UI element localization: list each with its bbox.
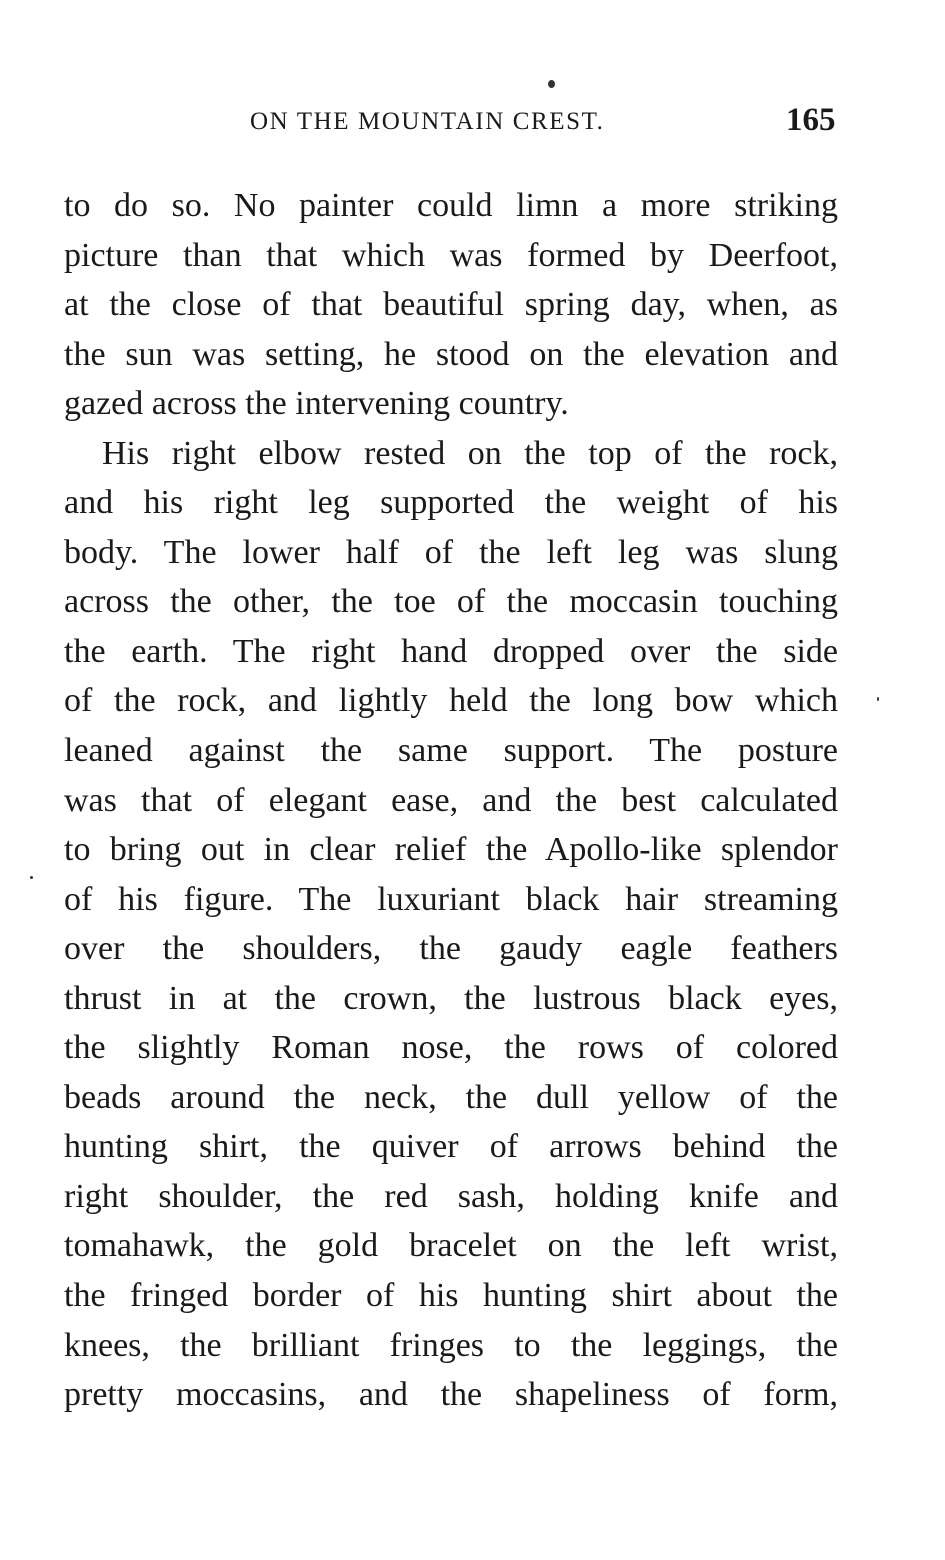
body-text — [64, 181, 838, 1420]
text-line: knees, the brilliant fringes to the leggings, the — [64, 1326, 838, 1364]
text-line: tomahawk, the gold bracelet on the left wrist, — [64, 1227, 838, 1265]
text-line: the slightly Roman nose, the rows of colored — [64, 1029, 838, 1067]
text-line: across the other, the toe of the moccasin touching — [64, 583, 838, 621]
text-line: His right elbow rested on the top of the rock, — [102, 434, 838, 472]
text-line: at the close of that beautiful spring day, when, as — [64, 286, 838, 324]
text-line: the sun was setting, he stood on the elevation and — [64, 335, 838, 373]
text-line: body. The lower half of the left leg was slung — [64, 533, 838, 571]
text-line: beads around the neck, the dull yellow of the — [64, 1078, 838, 1116]
text-line: the fringed border of his hunting shirt about the — [64, 1277, 838, 1315]
text-line: of his figure. The luxuriant black hair streaming — [64, 880, 838, 918]
page-header — [0, 98, 945, 142]
running-title: ON THE MOUNTAIN CREST. — [250, 108, 605, 135]
text-line: of the rock, and lightly held the long bow which — [64, 682, 838, 720]
ink-speck — [877, 697, 879, 701]
page-number: 165 — [786, 102, 836, 138]
text-line: to do so. No painter could limn a more striking — [64, 187, 838, 224]
ink-speck — [548, 80, 555, 88]
text-line: pretty moccasins, and the shapeliness of form, — [64, 1376, 838, 1414]
text-line: to bring out in clear relief the Apollo-like splendor — [64, 831, 838, 869]
text-line: leaned against the same support. The posture — [64, 732, 838, 770]
text-line: thrust in at the crown, the lustrous black eyes, — [64, 979, 838, 1017]
text-line: hunting shirt, the quiver of arrows behind the — [64, 1128, 838, 1166]
text-line: over the shoulders, the gaudy eagle feathers — [64, 930, 838, 968]
text-line: gazed across the intervening country. — [64, 385, 569, 423]
text-line: the earth. The right hand dropped over the side — [64, 632, 838, 670]
text-line: was that of elegant ease, and the best calculated — [64, 781, 838, 819]
text-line: picture than that which was formed by Deerfoot, — [64, 236, 838, 274]
text-line: and his right leg supported the weight of his — [64, 484, 838, 522]
text-line: right shoulder, the red sash, holding knife and — [64, 1177, 838, 1215]
ink-speck — [30, 876, 33, 879]
